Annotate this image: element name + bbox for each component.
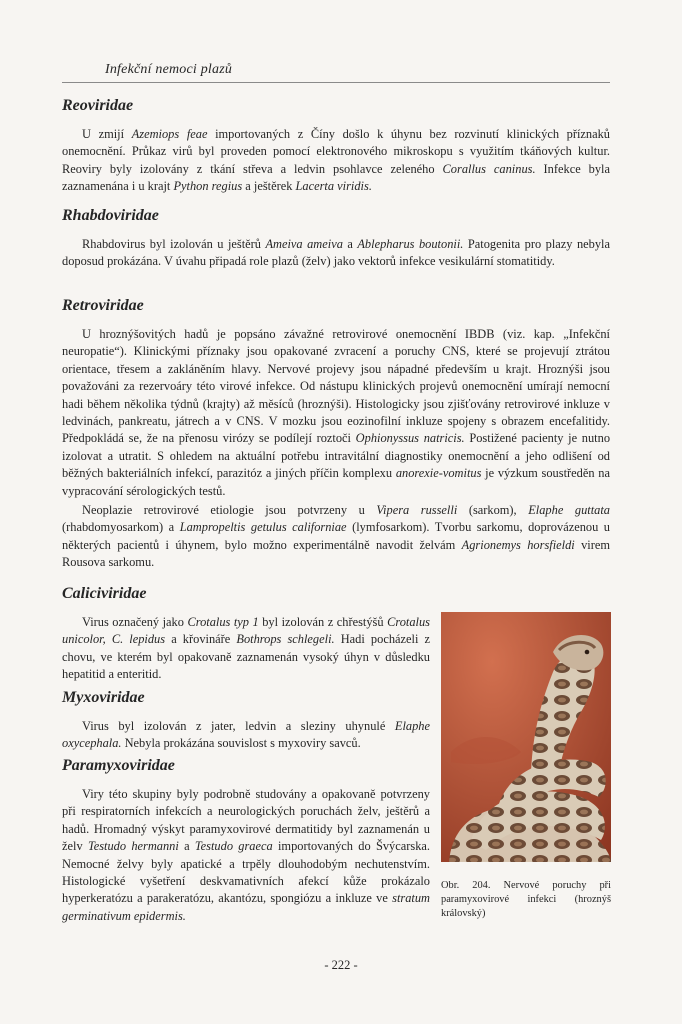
- text-run: je výzkum soustředěn na vypracování sérologických testů.: [62, 466, 610, 498]
- text-run: a: [178, 839, 195, 854]
- text-run: (rhabdomyosarkom) a: [62, 520, 180, 535]
- latin-name: Testudo graeca: [194, 839, 273, 854]
- latin-name: Corallus caninus.: [442, 161, 536, 176]
- text-run: Nebyla prokázána souvislost s myxoviry savců.: [121, 736, 361, 751]
- latin-name: Crotalus typ 1: [187, 615, 259, 629]
- latin-name: Python regius: [173, 179, 243, 194]
- paragraph-retroviridae-2: [62, 502, 610, 572]
- text-run: U hroznýšovitých hadů je popsáno závažné retrovirové onemocnění IBDB (viz. kap. „Infekční neuropatie“). Klinickými příznaky jsou opakované zvracení a poruchy CNS, které se projevují ztrátou orientace, třesem a zakláněním hlavy. Nervové projevy jsou nápadné především u krajt. Hroznýši jsou považováni za rezervoáry této virové infekce. Od nástupu klinických projevů onemocnění umírají nemocní hadi během několika týdnů (krajty) až měsíců (hroznýši). Histologicky jsou zjišťovány retrovirové inkluze v ledvinách, pankreatu, játrech a v CNS. V mozku jsou eozinofilní inkluze spojeny s obrazem encefalitidy. Předpokládá se, že na přenosu virózy se podílejí roztoči: [62, 327, 610, 446]
- figure-caption: Obr. 204. Nervové poruchy při paramyxovirové infekci (hroznýš královský): [441, 880, 611, 920]
- text-run: a: [342, 237, 358, 251]
- text-run: Virus byl izolován z jater, ledvin a sleziny uhynulé: [82, 719, 395, 733]
- latin-name: Azemiops feae: [131, 127, 208, 141]
- latin-name: Crotalus unicolor, C. lepidus: [62, 615, 430, 647]
- latin-name: Lacerta viridis.: [295, 179, 372, 194]
- text-run: virem Rousova sarkomu.: [62, 537, 611, 570]
- page-number: - 222 -: [324, 958, 358, 972]
- text-run: U zmijí: [82, 127, 132, 141]
- text-run: Viry této skupiny byly podrobně studovány a opakovaně potvrzeny při respiratorních infekcích a neurologických poruchách želv, ještěrů a hadů. Hromadný výskyt paramyxovirové dermatitidy byl zaznamenán u želv: [62, 787, 430, 854]
- running-title: Infekční nemoci plazů: [105, 62, 233, 77]
- latin-name: Elaphe guttata: [528, 503, 610, 517]
- latin-name: Agrionemys horsfieldi: [461, 537, 575, 552]
- running-header: [62, 62, 610, 83]
- section-title-rhabdoviridae: Rhabdoviridae: [62, 207, 159, 224]
- section-title-caliciviridae: Caliciviridae: [62, 585, 147, 602]
- paragraph-retroviridae-1: [62, 326, 610, 500]
- paragraph-myxoviridae: [62, 718, 430, 753]
- latin-name: Ablepharus boutonii.: [357, 237, 464, 251]
- text-run: Patogenita pro plazy nebyla doposud prokázána. V úvahu připadá role plazů (želv) jako vektorů infekce vesikulární stomatitidy.: [62, 237, 610, 269]
- text-run: (sarkom),: [457, 503, 529, 517]
- latin-name: Ophionyssus natricis.: [355, 431, 465, 446]
- boa-constrictor-illustration: [441, 612, 611, 862]
- snake-photo: [441, 612, 611, 862]
- text-run: Infekce byla zaznamenána i u krajt: [62, 161, 611, 194]
- paragraph-reoviridae: [62, 126, 610, 196]
- text-run: importovaných z Číny došlo k úhynu bez rozvinutí klinických příznaků onemocnění. Průkaz virů byl proveden pomocí elektronového mikroskopu s využitím tkáňových kultur. Reoviry byly izolovány z tkání střeva a ledvin psohlavce zeleného: [62, 127, 610, 176]
- text-run: a ještěrek: [242, 179, 296, 194]
- latin-name: Elaphe oxycephala.: [62, 719, 430, 751]
- latin-name: anorexie-vomitus: [395, 466, 482, 481]
- section-title-retroviridae: Retroviridae: [62, 297, 144, 314]
- paragraph-caliciviridae: [62, 614, 430, 684]
- text-run: Neoplazie retrovirové etiologie jsou potvrzeny u: [82, 503, 377, 517]
- text-run: Rhabdovirus byl izolován u ještěrů: [82, 237, 266, 251]
- latin-name: Vipera russelli: [376, 503, 458, 517]
- text-run: a křovináře: [165, 632, 237, 647]
- text-run: importovaných do Švýcarska. Nemocné želvy byly apatické a trpěly dlouhodobým nechutenstvím. Histologické vyšetření deskvamativních afekcí kůže prokázalo hyperkeratózu a parakeratózu, akantózu, spongiózu a inkluze ve: [62, 839, 430, 906]
- text-run: (lymfosarkom). Tvorbu sarkomu, doprovázenou u některých pacientů i úhynem, bylo možno experimentálně navodit želvám: [62, 520, 610, 552]
- section-title-reoviridae: Reoviridae: [62, 97, 134, 114]
- section-title-myxoviridae: Myxoviridae: [62, 689, 145, 706]
- latin-name: Ameiva ameiva: [265, 237, 343, 251]
- text-run: Virus označený jako: [82, 615, 188, 629]
- text-run: Hadi pocházeli z chovu, ve kterém byl opakovaně zaznamenán vysoký úhyn v důsledku hepatitid a enteritid.: [62, 632, 430, 682]
- latin-name: Lampropeltis getulus californiae: [179, 520, 347, 535]
- text-run: byl izolován z chřestýšů: [258, 615, 388, 629]
- latin-name: Testudo hermanni: [87, 839, 179, 854]
- text-run: Postižené pacienty je nutno izolovat a utratit. S ohledem na aktuální potřebu intravitální diagnostiky onemocnění a jeho odlišení od běžných bakteriálních infekcí, parazitóz a jiných příčin komplexu: [62, 431, 611, 481]
- latin-name: Bothrops schlegeli.: [236, 632, 335, 647]
- paragraph-paramyxoviridae: [62, 786, 430, 925]
- section-title-paramyxoviridae: Paramyxoviridae: [62, 757, 175, 774]
- paragraph-rhabdoviridae: [62, 236, 610, 271]
- latin-name: stratum germinativum epidermis.: [62, 891, 430, 923]
